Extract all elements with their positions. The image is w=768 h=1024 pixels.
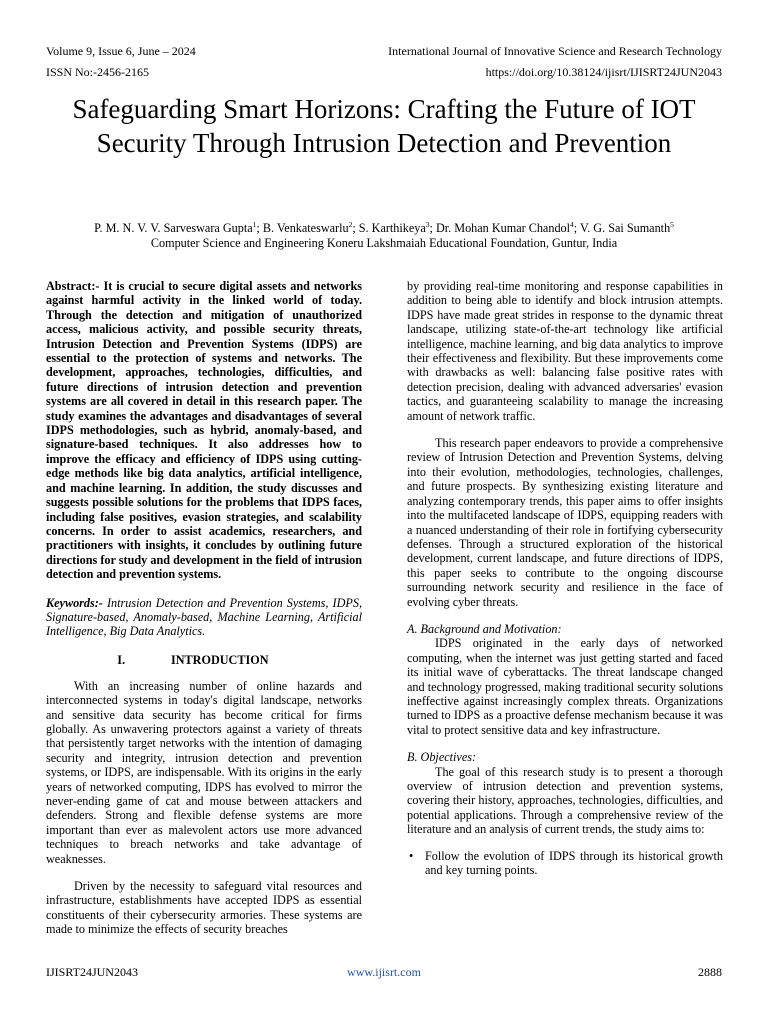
journal-name: International Journal of Innovative Science and Research Technology [388, 44, 722, 58]
intro-paragraph-2: Driven by the necessity to safeguard vital resources and infrastructure, establishments have accepted IDPS as essential constituents of their cybersecurity armories. These systems are made to minimize the effects of security breaches [46, 879, 362, 937]
footer-website-link[interactable]: www.ijisrt.com [347, 965, 421, 979]
background-paragraph: IDPS originated in the early days of networked computing, when the internet was just getting started and faced its initial wave of cyberattacks. The threat landscape changed and technology progressed, making traditional security solutions ineffective against increasingly complex threats. Organizations turned to IDPS as a proactive defense mechanism because it was vital to protect sensitive data and key infrastructure. [407, 636, 723, 737]
intro-paragraph-4: This research paper endeavors to provide a comprehensive review of Intrusion Detection and Prevention Systems, delving into their evolution, methodologies, technologies, challenges, and future prospects. By synthesizing existing literature and analyzing contemporary trends, this paper aims to offer insights into the multifaceted landscape of IDPS, equipping readers with a nuanced understanding of their role in fortifying cybersecurity defenses. Through a structured exploration of the historical development, current landscape, and future directions of IDPS, this paper seeks to contribute to the ongoing discourse surrounding network security and resilience in the face of evolving cyber threats. [407, 436, 723, 609]
author-affil-mark: 2 [348, 219, 353, 229]
author-separator: ; [573, 221, 580, 235]
section-heading-introduction [46, 653, 362, 667]
author-name: Dr. Mohan Kumar Chandol [435, 221, 571, 235]
objectives-list [407, 849, 723, 878]
doi-link[interactable]: https://doi.org/10.38124/ijisrt/IJISRT24JUN2043 [485, 65, 722, 79]
objectives-paragraph: The goal of this research study is to present a thorough overview of intrusion detection and prevention systems, covering their history, approaches, technologies, difficulties, and potential applications. Through a comprehensive review of the literature and an analysis of current trends, the study aims to: [407, 764, 723, 837]
volume-issue: Volume 9, Issue 6, June – 2024 [46, 44, 196, 58]
subsection-heading-background: A. Background and Motivation: [407, 621, 562, 636]
author-separator: ; [352, 221, 359, 235]
keywords-label: Keywords:- [46, 595, 103, 610]
affiliation: Computer Science and Engineering Koneru Lakshmaiah Educational Foundation, Guntur, India [150, 236, 618, 250]
keywords [46, 596, 362, 639]
author-separator: ; [429, 221, 436, 235]
left-column [46, 279, 362, 937]
right-column [407, 279, 723, 877]
author-affil-mark: 3 [425, 219, 430, 229]
intro-paragraph-3: by providing real-time monitoring and response capabilities in addition to being able to identify and block intrusion attempts. IDPS have made great strides in response to the dynamic threat landscape, utilizing state-of-the-art technology like artificial intelligence, machine learning, and big data analytics to improve their effectiveness and flexibility. But these improvements come with drawbacks as well: balancing false positive rates with detection precision, dealing with advanced adversaries' evasion tactics, and guaranteeing scalability to manage the increasing amount of network traffic. [407, 279, 723, 423]
abstract-label: Abstract:- [46, 279, 100, 293]
author-affil-mark: 5 [670, 219, 674, 229]
issn: ISSN No:-2456-2165 [46, 65, 150, 79]
abstract-text: It is crucial to secure digital assets and networks against harmful activity in the linked world of today. Through the detection and mitigation of unauthorized access, malicious activity, and possible security threats, Intrusion Detection and Prevention Systems (IDPS) are essential to the protection of systems and networks. The development, approaches, technologies, difficulties, and future directions of intrusion detection and prevention systems are all covered in detail in this research paper. The study examines the advantages and disadvantages of several IDPS methodologies, such as hybrid, anomaly-based, and signature-based techniques. It also addresses how to improve the efficacy and efficiency of IDPS using cutting-edge methods like big data analytics, artificial intelligence, and machine learning. In addition, the study discusses and suggests possible solutions for the problems that IDPS faces, including false positives, evasion strategies, and scalability concerns. In order to assist academics, researchers, and practitioners with insights, it concludes by outlining future directions for study and development in the field of intrusion detection and prevention systems. [46, 279, 362, 582]
author-name: V. G. Sai Sumanth [579, 221, 671, 235]
intro-paragraph-1: With an increasing number of online hazards and interconnected systems in today's digital landscape, networks and sensitive data security has become critical for firms globally. As unwavering protectors against a variety of threats that persistently target networks with the intention of damaging security and integrity, intrusion detection and prevention systems, or IDPS, are indispensable. With its origins in the early years of networked computing, IDPS has evolved to mirror the never-ending game of cat and mouse between attackers and defenders. Strong and flexible defense systems are more important than ever as malevolent actors use more advanced techniques to breach networks and take advantage of weaknesses. [46, 678, 362, 866]
section-number: I. [117, 652, 125, 667]
list-item: • Follow the evolution of IDPS through its historical growth and key turning points. [425, 849, 723, 878]
author-name: B. Venkateswarlu [262, 221, 349, 235]
author-name: P. M. N. V. V. Sarveswara Gupta [94, 221, 253, 235]
subsection-heading-objectives: B. Objectives: [407, 750, 477, 765]
author-name: S. Karthikeya [358, 221, 426, 235]
author-affil-mark: 1 [252, 219, 257, 229]
author-affil-mark: 4 [570, 219, 574, 229]
author-list [30, 221, 738, 236]
abstract [46, 279, 362, 582]
paper-title: Safeguarding Smart Horizons: Crafting the Future of IOT Security Through Intrusion Detection and Prevention [72, 94, 696, 158]
section-title: INTRODUCTION [171, 652, 269, 667]
author-separator: ; [256, 221, 263, 235]
page-number: 2888 [698, 965, 722, 979]
keywords-text: Intrusion Detection and Prevention Systems, IDPS, Signature-based, Anomaly-based, Machine Learning, Artificial Intelligence, Big Data Analytics. [46, 595, 362, 639]
footer-paper-id: IJISRT24JUN2043 [46, 965, 138, 979]
